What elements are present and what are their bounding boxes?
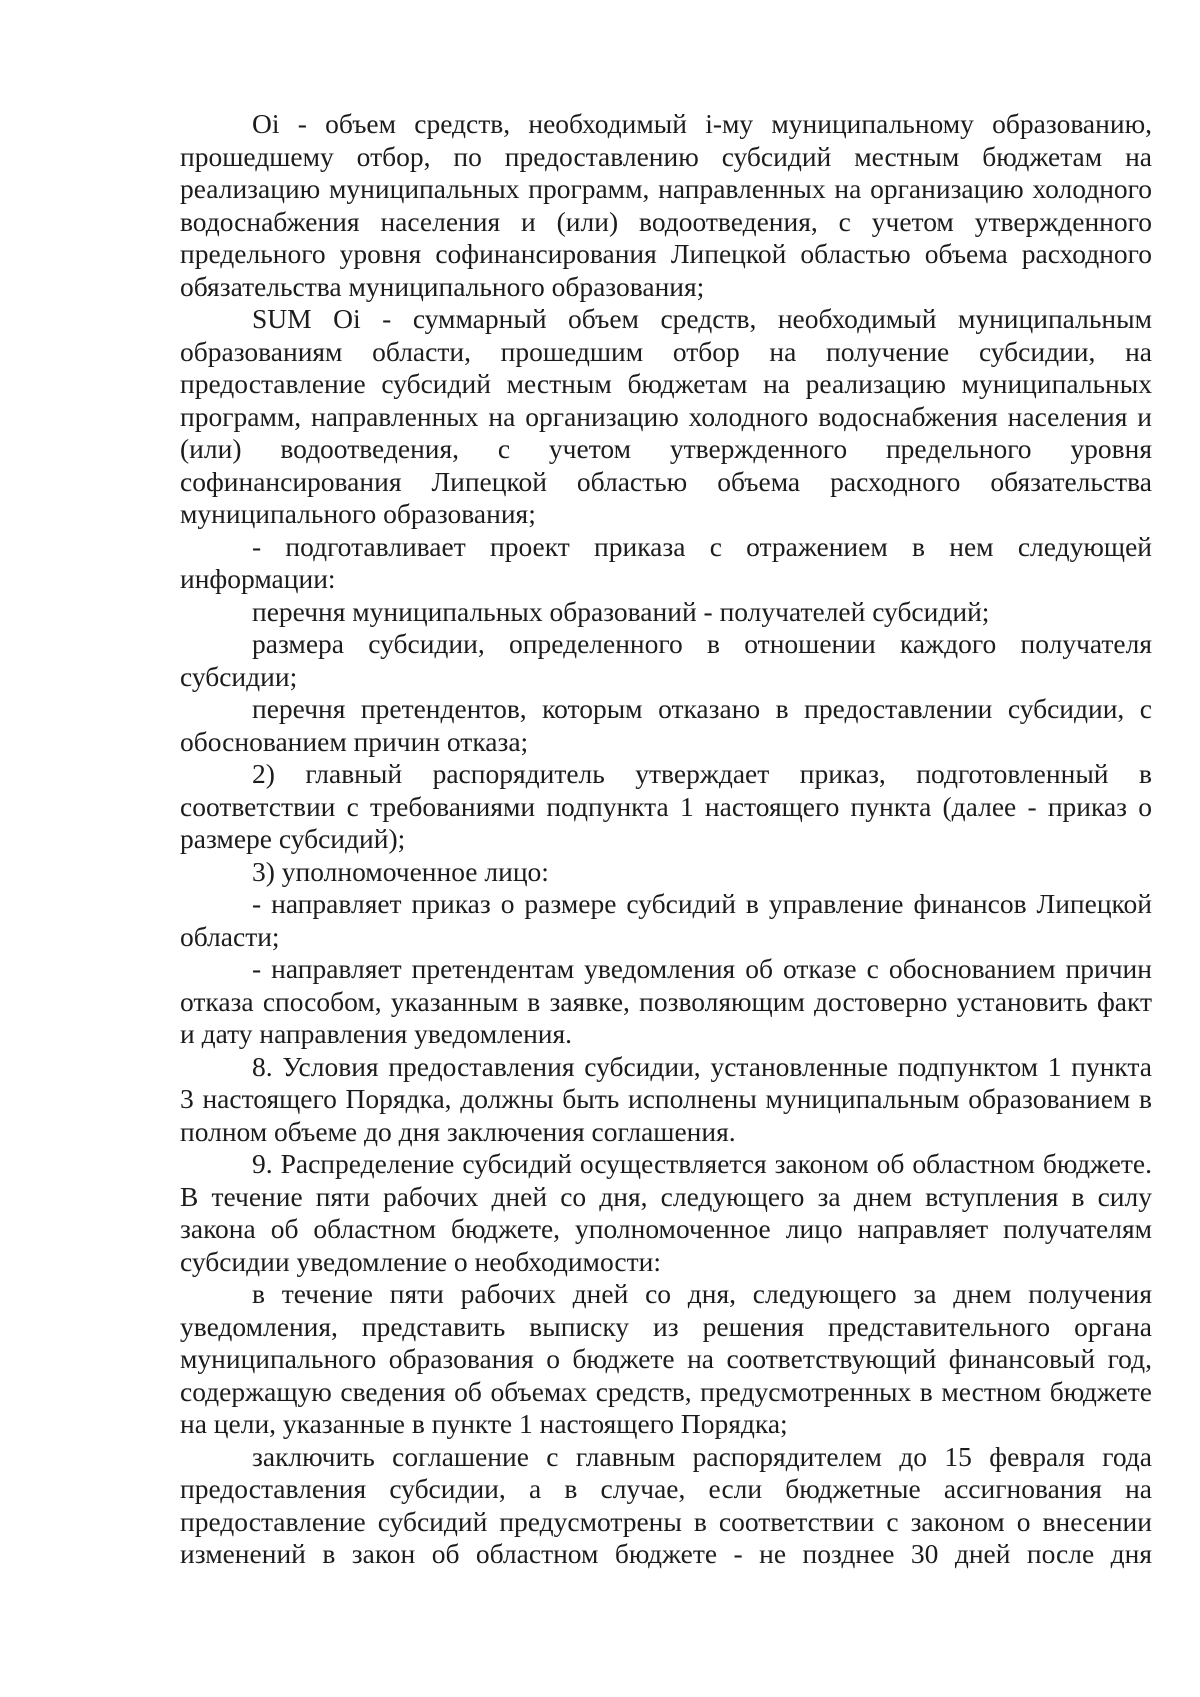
paragraph-item-2: 2) главный распорядитель утверждает приказ, подготовленный в соответствии с требованиями подпункта 1 настоящего пункта (далее - приказ о размере субсидий);	[180, 758, 1152, 854]
paragraph-subsidy-size: размера субсидии, определенного в отношении каждого получателя субсидии;	[180, 628, 1152, 692]
paragraph-prepare-order: - подготавливает проект приказа с отражением в нем следующей информации:	[180, 530, 1152, 594]
paragraph-list-refused: перечня претендентов, которым отказано в предоставлении субсидии, с обоснованием причин отказа;	[180, 693, 1152, 757]
paragraph-submit-extract: в течение пяти рабочих дней со дня, следующего за днем получения уведомления, представить выписку из решения представительного органа муниципального образования о бюджете на соответствующий финансовый год, содержащую сведения об объемах средств, предусмотренных в местном бюджете на цели, указанные в пункте 1 настоящего Порядка;	[180, 1278, 1152, 1439]
paragraph-list-recipients: перечня муниципальных образований - получателей субсидий;	[252, 595, 990, 627]
paragraph-section-8: 8. Условия предоставления субсидии, установленные подпунктом 1 пункта 3 настоящего Порядка, должны быть исполнены муниципальным образованием в полном объеме до дня заключения соглашения.	[180, 1050, 1152, 1147]
paragraph-conclude-agreement: заключить соглашение с главным распорядителем до 15 февраля года предоставления субсидии, а в случае, если бюджетные ассигнования на предоставление субсидий предусмотрены в соответствии с законом о внесении изменений в закон об областном бюджете - не позднее 30 дней после дня	[180, 1440, 1152, 1569]
paragraph-oi-definition: Oi - объем средств, необходимый i-му муниципальному образованию, прошедшему отбор, по предоставлению субсидий местным бюджетам на реализацию муниципальных программ, направленных на организацию холодного водоснабжения населения и (или) водоотведения, с учетом утвержденного предельного уровня софинансирования Липецкой областью объема расходного обязательства муниципального образования;	[180, 108, 1152, 302]
paragraph-send-order: - направляет приказ о размере субсидий в управление финансов Липецкой области;	[180, 888, 1152, 952]
document-page	[180, 108, 1152, 1571]
paragraph-section-9: 9. Распределение субсидий осуществляется законом об областном бюджете. В течение пяти рабочих дней со дня, следующего за днем вступления в силу закона об областном бюджете, уполномоченное лицо направляет получателям субсидии уведомление о необходимости:	[180, 1148, 1152, 1277]
paragraph-item-3: 3) уполномоченное лицо:	[252, 855, 549, 887]
paragraph-send-refusals: - направляет претендентам уведомления об отказе с обоснованием причин отказа способом, указанным в заявке, позволяющим достоверно установить факт и дату направления уведомления.	[180, 953, 1152, 1049]
paragraph-sum-oi-definition: SUM Oi - суммарный объем средств, необходимый муниципальным образованиям области, прошедшим отбор на получение субсидии, на предоставление субсидий местным бюджетам на реализацию муниципальных программ, направленных на организацию холодного водоснабжения населения и (или) водоотведения, с учетом утвержденного предельного уровня софинансирования Липецкой областью объема расходного обязательства муниципального образования;	[180, 303, 1152, 529]
